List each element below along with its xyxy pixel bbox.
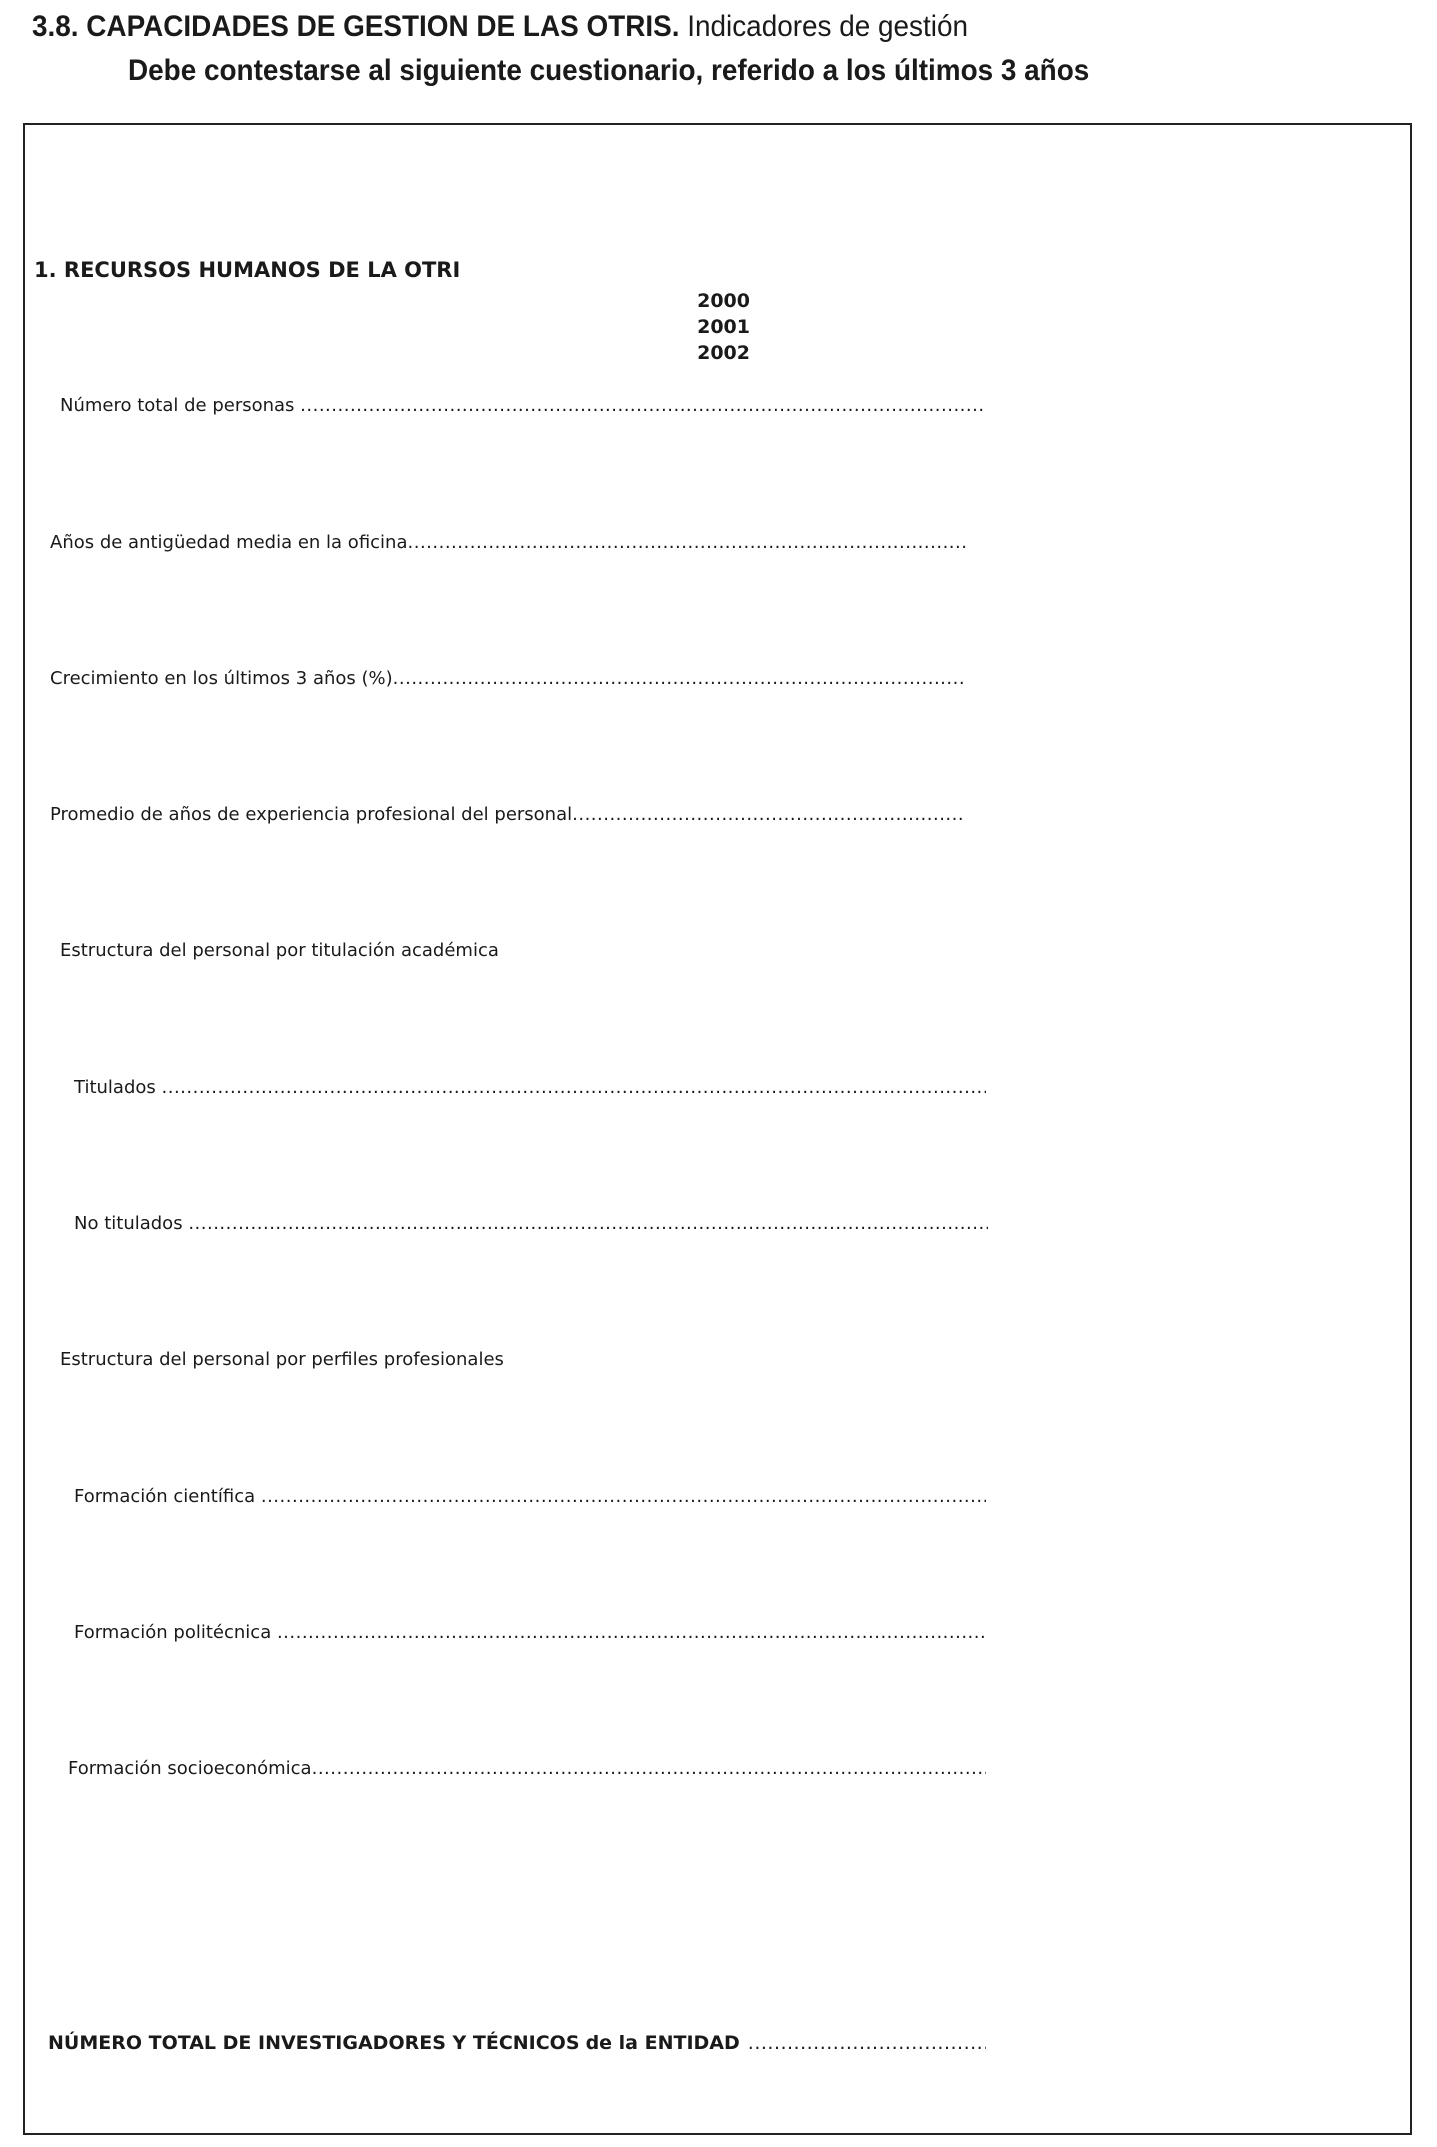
fill-dots[interactable] bbox=[300, 395, 986, 416]
row-label: No titulados bbox=[74, 1213, 183, 1234]
total-label-bold: NÚMERO TOTAL DE INVESTIGADORES Y TÉCNICOS bbox=[48, 2032, 580, 2054]
fill-dots[interactable] bbox=[261, 1486, 986, 1507]
page-subtitle: Debe contestarse al siguiente cuestionario, referido a los últimos 3 años bbox=[128, 54, 1090, 87]
questionnaire-box bbox=[23, 123, 1412, 2135]
section-title: 1. RECURSOS HUMANOS DE LA OTRI bbox=[34, 258, 461, 282]
row-formacion-politecnica bbox=[74, 1622, 985, 1643]
year-2001: 2001 bbox=[697, 316, 750, 338]
total-label-rest: de la ENTIDAD bbox=[585, 2032, 740, 2054]
row-label: Crecimiento en los últimos 3 años (%) bbox=[50, 668, 393, 689]
row-experiencia bbox=[50, 804, 965, 825]
subhead-perfiles: Estructura del personal por perfiles profesionales bbox=[60, 1349, 504, 1370]
row-titulados bbox=[74, 1077, 986, 1098]
total-investigadores-row bbox=[48, 2032, 986, 2054]
fill-dots[interactable] bbox=[748, 2032, 986, 2054]
row-label: Formación socioeconómica bbox=[68, 1758, 312, 1779]
fill-dots[interactable] bbox=[572, 804, 965, 825]
row-label: Formación politécnica bbox=[74, 1622, 272, 1643]
fill-dots[interactable] bbox=[188, 1213, 988, 1234]
fill-dots[interactable] bbox=[312, 1758, 986, 1779]
row-numero-total bbox=[60, 395, 986, 416]
row-label: Años de antigüedad media en la oficina bbox=[50, 532, 408, 553]
row-label: Número total de personas bbox=[60, 395, 295, 416]
row-label: Titulados bbox=[74, 1077, 156, 1098]
row-crecimiento bbox=[50, 668, 963, 689]
fill-dots[interactable] bbox=[162, 1077, 987, 1098]
year-2000: 2000 bbox=[697, 290, 750, 312]
row-label: Promedio de años de experiencia profesional del personal bbox=[50, 804, 573, 825]
fill-dots[interactable] bbox=[393, 668, 963, 689]
subhead-titulacion: Estructura del personal por titulación académica bbox=[60, 940, 499, 961]
page-title-rest: Indicadores de gestión bbox=[687, 10, 968, 43]
row-antiguedad bbox=[50, 532, 969, 553]
page-title-bold: 3.8. CAPACIDADES DE GESTION DE LAS OTRIS. bbox=[32, 10, 680, 43]
fill-dots[interactable] bbox=[408, 532, 970, 553]
year-headers bbox=[680, 288, 750, 366]
row-formacion-socioeconomica bbox=[68, 1758, 986, 1779]
fill-dots[interactable] bbox=[277, 1622, 985, 1643]
row-label: Formación científica bbox=[74, 1486, 256, 1507]
page-title bbox=[32, 10, 968, 44]
year-2002: 2002 bbox=[697, 342, 750, 364]
row-no-titulados bbox=[74, 1213, 988, 1234]
row-formacion-cientifica bbox=[74, 1486, 986, 1507]
